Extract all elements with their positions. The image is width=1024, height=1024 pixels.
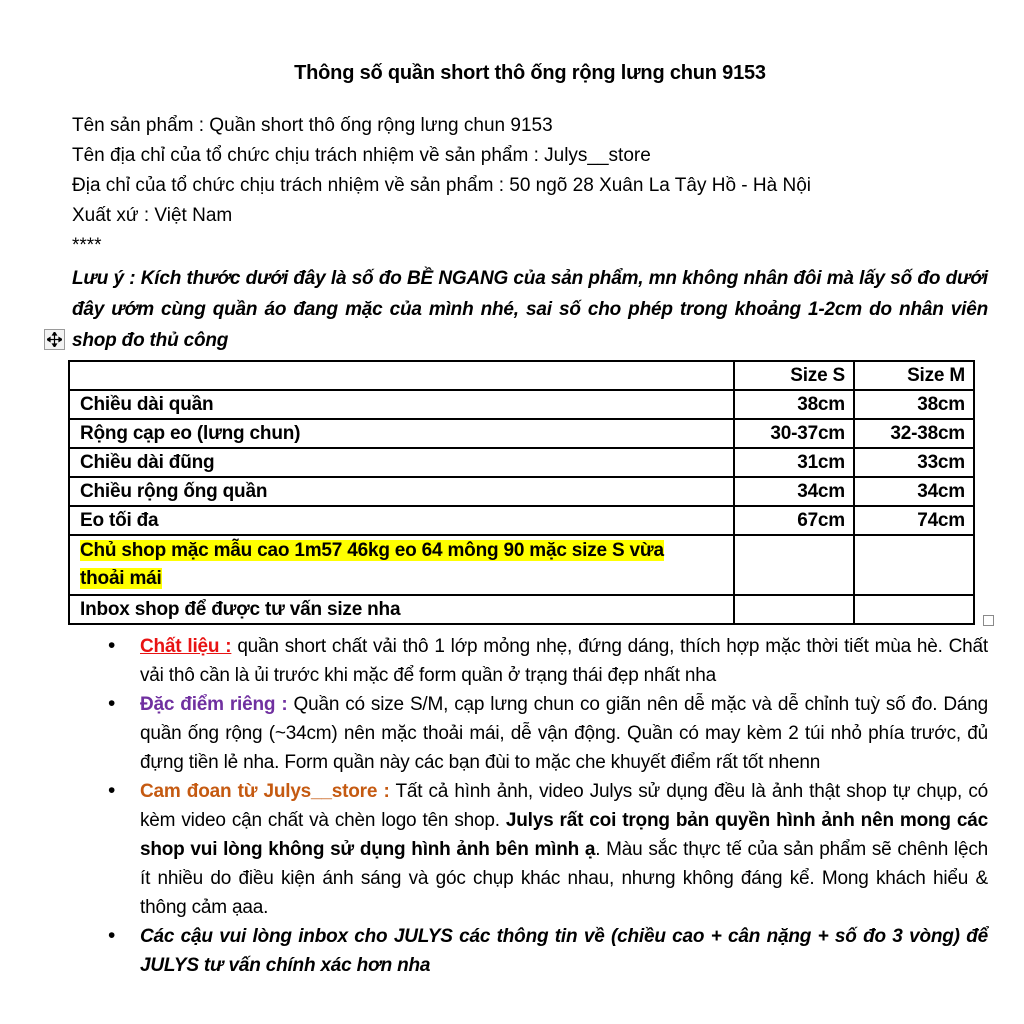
table-resize-handle[interactable]	[983, 615, 994, 626]
row-size-s	[734, 595, 854, 624]
row-size-m: 34cm	[854, 477, 974, 506]
table-row-highlighted	[69, 535, 974, 595]
promise-text-2: . Màu sắc thực tế của sản phẩm sẽ chênh lệch ít nhiều do điều kiện ánh sáng và góc chụp khác nhau, nhưng không đáng kể. Mong khách hiểu & thông cảm ạaa.	[140, 839, 988, 918]
bullet-marker: •	[108, 634, 116, 657]
product-info-block	[72, 111, 988, 261]
highlighted-text-line2: thoải mái	[80, 568, 162, 589]
row-label: Chiều rộng ống quần	[69, 477, 734, 506]
table-row	[69, 419, 974, 448]
page-title: Thông số quần short thô ống rộng lưng chun 9153	[294, 62, 766, 84]
row-size-m: 74cm	[854, 506, 974, 535]
material-text: quần short chất vải thô 1 lớp mỏng nhẹ, đứng dáng, thích hợp mặc thời tiết mùa hè. Chất vải thô cần là ủi trước khi mặc để form quần ở trạng thái đẹp nhất nha	[140, 636, 988, 686]
table-row	[69, 390, 974, 419]
promise-text-1: Tất cả hình ảnh, video Julys sử dụng đều là ảnh thật shop tự chụp, có kèm video cận chất và chèn logo tên shop.	[140, 781, 988, 831]
table-row	[69, 448, 974, 477]
header-empty-cell	[69, 361, 734, 390]
row-size-s: 67cm	[734, 506, 854, 535]
org-address-line: Địa chỉ của tổ chức chịu trách nhiệm về sản phẩm : 50 ngõ 28 Xuân La Tây Hồ - Hà Nội	[72, 175, 811, 196]
row-label: Chiều dài quần	[69, 390, 734, 419]
row-size-s	[734, 535, 854, 595]
table-header-row	[69, 361, 974, 390]
bullet-marker: •	[108, 692, 116, 715]
header-size-s: Size S	[734, 361, 854, 390]
origin-line: Xuất xứ : Việt Nam	[72, 205, 233, 226]
row-label: Rộng cạp eo (lưng chun)	[69, 419, 734, 448]
header-size-m: Size M	[854, 361, 974, 390]
table-row	[69, 477, 974, 506]
row-label: Chiều dài đũng	[69, 448, 734, 477]
row-size-m: 38cm	[854, 390, 974, 419]
features-text: Quần có size S/M, cạp lưng chun co giãn nên dễ mặc và dễ chỉnh tuỳ số đo. Dáng quần ống rộng (~34cm) nên mặc thoải mái, dễ vận động. Quần có may kèm 2 túi nhỏ phía trước, đủ đựng tiền lẻ nha. Form quần này các bạn đùi to mặc che khuyết điểm rất tốt nhenn	[140, 694, 988, 773]
features-label: Đặc điểm riêng :	[140, 694, 288, 715]
size-table	[68, 360, 975, 625]
row-label: Eo tối đa	[69, 506, 734, 535]
measurement-note: Lưu ý : Kích thước dưới đây là số đo BỀ NGANG của sản phẩm, mn không nhân đôi mà lấy số đo dưới đây ướm cùng quần áo đang mặc của mình nhé, sai số cho phép trong khoảng 1-2cm do nhân viên shop đo thủ công	[72, 268, 988, 351]
row-size-m: 32-38cm	[854, 419, 974, 448]
org-name-line: Tên địa chỉ của tổ chức chịu trách nhiệm về sản phẩm : Julys__store	[72, 145, 651, 166]
bullet-marker: •	[108, 924, 116, 947]
row-label-highlighted	[69, 535, 734, 595]
document-body	[72, 0, 988, 980]
bullet-item-promise	[72, 777, 988, 922]
table-row	[69, 506, 974, 535]
product-name-line: Tên sản phẩm : Quần short thô ống rộng lưng chun 9153	[72, 115, 553, 136]
material-label: Chất liệu :	[140, 636, 232, 657]
row-size-s: 31cm	[734, 448, 854, 477]
row-size-s: 34cm	[734, 477, 854, 506]
row-size-m: 33cm	[854, 448, 974, 477]
separator-line: ****	[72, 235, 102, 256]
table-move-handle[interactable]	[44, 329, 65, 350]
row-size-m	[854, 535, 974, 595]
row-size-s: 38cm	[734, 390, 854, 419]
bullet-item-features	[72, 690, 988, 777]
bullet-item-inbox-request	[72, 922, 988, 980]
promise-bold-text: Julys rất coi trọng bản quyền hình ảnh nên mong các shop vui lòng không sử dụng hình ảnh bên mình ạ	[140, 810, 988, 860]
row-size-s: 30-37cm	[734, 419, 854, 448]
move-cross-icon	[47, 332, 62, 347]
highlighted-text-line1: Chủ shop mặc mẫu cao 1m57 46kg eo 64 mông 90 mặc size S vừa	[80, 540, 664, 561]
bullet-item-material	[72, 632, 988, 690]
row-size-m	[854, 595, 974, 624]
promise-label: Cam đoan từ Julys__store :	[140, 781, 390, 802]
inbox-request-text: Các cậu vui lòng inbox cho JULYS các thông tin về (chiều cao + cân nặng + số đo 3 vòng) để JULYS tư vấn chính xác hơn nha	[140, 926, 988, 976]
details-bullet-list	[72, 632, 988, 980]
table-row	[69, 595, 974, 624]
bullet-marker: •	[108, 779, 116, 802]
row-label: Inbox shop để được tư vấn size nha	[69, 595, 734, 624]
